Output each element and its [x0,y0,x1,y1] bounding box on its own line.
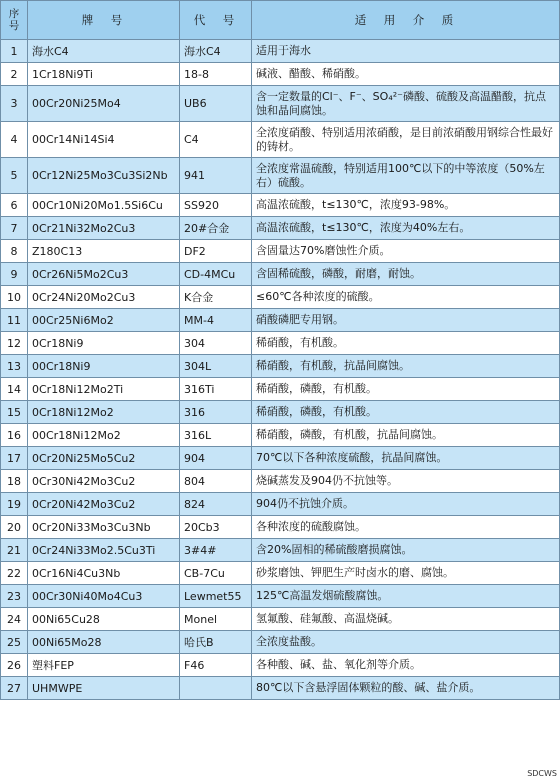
table-row [1,40,560,63]
cell-grade: 00Ni65Mo28 [28,631,180,654]
cell-no: 9 [1,263,28,286]
cell-grade: 1Cr18Ni9Ti [28,63,180,86]
cell-usage: 70℃以下各种浓度硫酸，抗晶间腐蚀。 [252,447,560,470]
cell-code: 海水C4 [180,40,252,63]
cell-grade: 海水C4 [28,40,180,63]
cell-no: 4 [1,122,28,158]
cell-no: 18 [1,470,28,493]
cell-code: CB-7Cu [180,562,252,585]
cell-grade: 0Cr20Ni33Mo3Cu3Nb [28,516,180,539]
cell-grade: 00Cr20Ni25Mo4 [28,86,180,122]
cell-code: Monel [180,608,252,631]
table-row [1,585,560,608]
cell-grade: 塑料FEP [28,654,180,677]
cell-grade: 0Cr16Ni4Cu3Nb [28,562,180,585]
cell-usage: 高温浓硫酸，t≤130℃，浓度93-98%。 [252,194,560,217]
cell-no: 6 [1,194,28,217]
cell-code: 904 [180,447,252,470]
table-row [1,378,560,401]
table-row [1,286,560,309]
cell-grade: 00Cr14Ni14Si4 [28,122,180,158]
cell-no: 2 [1,63,28,86]
header-grade: 牌 号 [28,1,180,40]
table-row [1,470,560,493]
cell-no: 3 [1,86,28,122]
cell-grade: UHMWPE [28,677,180,700]
table-row [1,158,560,194]
cell-usage: 烧碱蒸发及904仍不抗蚀等。 [252,470,560,493]
table-row [1,217,560,240]
cell-no: 26 [1,654,28,677]
cell-usage: 904仍不抗蚀介质。 [252,493,560,516]
cell-no: 15 [1,401,28,424]
cell-code: 3#4# [180,539,252,562]
cell-no: 27 [1,677,28,700]
cell-grade: 00Ni65Cu28 [28,608,180,631]
cell-code: 哈氏B [180,631,252,654]
cell-code: 20#合金 [180,217,252,240]
table-row [1,493,560,516]
cell-usage: 各种酸、碱、盐、氧化剂等介质。 [252,654,560,677]
cell-grade: 0Cr30Ni42Mo3Cu2 [28,470,180,493]
cell-code: SS920 [180,194,252,217]
cell-grade: 0Cr24Ni33Mo2.5Cu3Ti [28,539,180,562]
cell-usage: 全浓度硝酸、特别适用浓硝酸，是目前浓硝酸用钢综合性最好的铸材。 [252,122,560,158]
cell-no: 19 [1,493,28,516]
cell-grade: 0Cr20Ni42Mo3Cu2 [28,493,180,516]
cell-usage: 全浓度常温硫酸，特别适用100℃以下的中等浓度（50%左右）硫酸。 [252,158,560,194]
cell-no: 10 [1,286,28,309]
cell-grade: 0Cr21Ni32Mo2Cu3 [28,217,180,240]
cell-grade: 0Cr26Ni5Mo2Cu3 [28,263,180,286]
cell-code: 824 [180,493,252,516]
header-no: 序 号 [1,1,28,40]
table-row [1,309,560,332]
table-row [1,86,560,122]
cell-no: 1 [1,40,28,63]
cell-grade: Z180C13 [28,240,180,263]
table-row [1,654,560,677]
table-row [1,424,560,447]
table-row [1,631,560,654]
table-header-row [1,1,560,40]
table-row [1,194,560,217]
cell-usage: 含20%固相的稀硫酸磨损腐蚀。 [252,539,560,562]
cell-code: K合金 [180,286,252,309]
cell-no: 12 [1,332,28,355]
cell-no: 23 [1,585,28,608]
cell-grade: 00Cr30Ni40Mo4Cu3 [28,585,180,608]
cell-no: 8 [1,240,28,263]
cell-grade: 0Cr20Ni25Mo5Cu2 [28,447,180,470]
cell-code: CD-4MCu [180,263,252,286]
cell-no: 21 [1,539,28,562]
cell-no: 20 [1,516,28,539]
cell-usage: 含固量达70%磨蚀性介质。 [252,240,560,263]
cell-usage: 氢氟酸、硅氟酸、高温烧碱。 [252,608,560,631]
cell-code: 304 [180,332,252,355]
table-row [1,539,560,562]
cell-code [180,677,252,700]
table-row [1,63,560,86]
cell-grade: 00Cr18Ni9 [28,355,180,378]
cell-code: Lewmet55 [180,585,252,608]
table-row [1,562,560,585]
cell-usage: 125℃高温发烟硫酸腐蚀。 [252,585,560,608]
header-code: 代 号 [180,1,252,40]
table-row [1,355,560,378]
cell-usage: 高温浓硫酸，t≤130℃，浓度为40%左右。 [252,217,560,240]
cell-code: F46 [180,654,252,677]
cell-usage: 稀硝酸，磷酸，有机酸。 [252,401,560,424]
table-row [1,677,560,700]
cell-code: DF2 [180,240,252,263]
header-usage: 适 用 介 质 [252,1,560,40]
cell-usage: 碱液、醋酸、稀硝酸。 [252,63,560,86]
cell-usage: 硝酸磷肥专用钢。 [252,309,560,332]
table-row [1,263,560,286]
cell-code: C4 [180,122,252,158]
cell-grade: 00Cr25Ni6Mo2 [28,309,180,332]
cell-no: 11 [1,309,28,332]
table-row [1,401,560,424]
table-row [1,122,560,158]
cell-no: 22 [1,562,28,585]
cell-code: 316 [180,401,252,424]
cell-code: 304L [180,355,252,378]
table-row [1,240,560,263]
cell-no: 5 [1,158,28,194]
cell-usage: 稀硝酸，有机酸。 [252,332,560,355]
cell-usage: 含一定数量的Cl⁻、F⁻、SO₄²⁻磷酸、硫酸及高温醋酸，抗点蚀和晶间腐蚀。 [252,86,560,122]
cell-no: 7 [1,217,28,240]
cell-usage: 适用于海水 [252,40,560,63]
cell-no: 14 [1,378,28,401]
cell-usage: 稀硝酸，磷酸，有机酸。 [252,378,560,401]
table-row [1,447,560,470]
cell-no: 25 [1,631,28,654]
cell-usage: ≤60℃各种浓度的硫酸。 [252,286,560,309]
cell-grade: 00Cr18Ni12Mo2 [28,424,180,447]
cell-no: 17 [1,447,28,470]
cell-code: 316L [180,424,252,447]
cell-usage: 稀硝酸，有机酸，抗晶间腐蚀。 [252,355,560,378]
cell-code: UB6 [180,86,252,122]
cell-usage: 含固稀硫酸，磷酸，耐磨，耐蚀。 [252,263,560,286]
watermark: SDCWS [527,769,557,778]
cell-usage: 稀硝酸，磷酸，有机酸，抗晶间腐蚀。 [252,424,560,447]
cell-grade: 0Cr12Ni25Mo3Cu3Si2Nb [28,158,180,194]
cell-no: 13 [1,355,28,378]
table-row [1,516,560,539]
cell-usage: 砂浆磨蚀、钾肥生产时卤水的磨、腐蚀。 [252,562,560,585]
cell-code: 20Cb3 [180,516,252,539]
cell-no: 24 [1,608,28,631]
cell-grade: 0Cr18Ni12Mo2Ti [28,378,180,401]
table-row [1,332,560,355]
cell-code: MM-4 [180,309,252,332]
cell-grade: 00Cr10Ni20Mo1.5Si6Cu [28,194,180,217]
cell-grade: 0Cr18Ni12Mo2 [28,401,180,424]
cell-code: 941 [180,158,252,194]
cell-usage: 全浓度盐酸。 [252,631,560,654]
cell-usage: 80℃以下含悬浮固体颗粒的酸、碱、盐介质。 [252,677,560,700]
cell-no: 16 [1,424,28,447]
cell-grade: 0Cr18Ni9 [28,332,180,355]
cell-code: 18-8 [180,63,252,86]
table-row [1,608,560,631]
cell-code: 316Ti [180,378,252,401]
cell-code: 804 [180,470,252,493]
cell-usage: 各种浓度的硫酸腐蚀。 [252,516,560,539]
cell-grade: 0Cr24Ni20Mo2Cu3 [28,286,180,309]
